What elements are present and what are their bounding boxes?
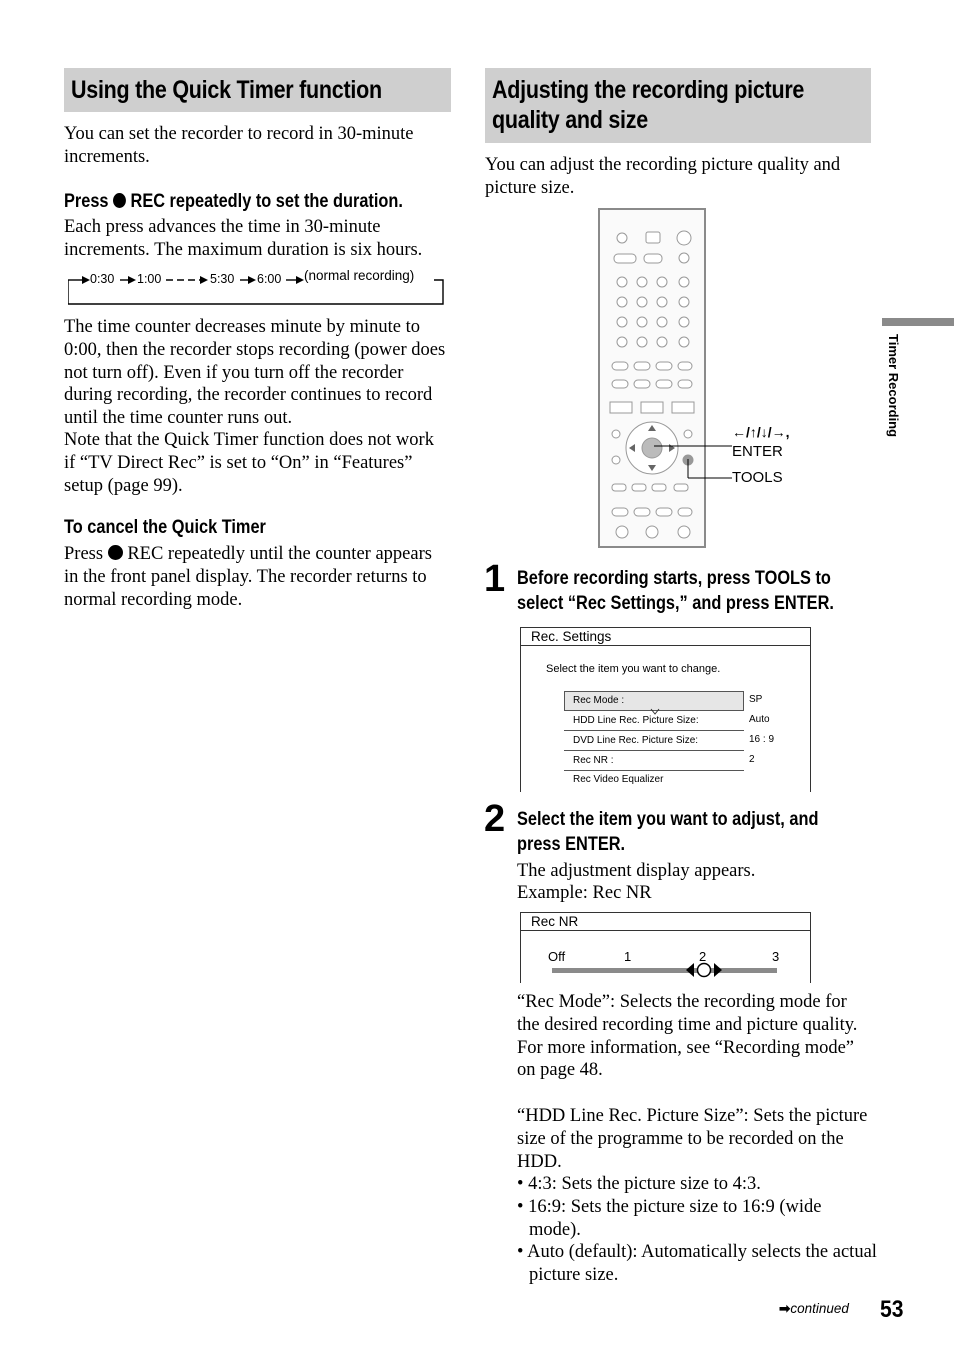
- rec-nr-label: Rec NR :: [573, 755, 614, 766]
- hdd-picture-size-label: HDD Line Rec. Picture Size:: [573, 715, 699, 726]
- remote-callout-lines: [646, 428, 766, 508]
- continued-marker: [779, 1301, 849, 1317]
- rec-nr-value: 2: [749, 754, 755, 765]
- step-2-body1: The adjustment display appears.: [517, 861, 756, 881]
- side-tab-bar: [882, 318, 954, 326]
- section-heading-recording-quality: [485, 68, 871, 143]
- record-dot-icon: [108, 545, 123, 560]
- normal-recording-label: (normal recording): [304, 268, 415, 283]
- arrows-label: ←/↑/↓/→,: [732, 424, 790, 440]
- rec-nr-tick-off: Off: [548, 949, 566, 964]
- rec-settings-menu: [520, 627, 811, 792]
- duration-cycle-diagram: [68, 266, 446, 308]
- rec-mode-description: “Rec Mode”: Selects the recording mode for the desired recording time and picture quality. For more information, see “Recording mode” on page 48.: [517, 992, 858, 1081]
- page-number: 53: [880, 1296, 904, 1323]
- rec-nr-tick-1: 1: [624, 949, 632, 964]
- cancel-prefix: Press: [64, 544, 104, 564]
- rec-nr-menu: [520, 912, 811, 983]
- record-dot-icon: [113, 193, 126, 208]
- hdd-picture-size-value: Auto: [749, 714, 770, 725]
- arrow-right-icon: ➡: [779, 1301, 791, 1316]
- rec-video-equalizer-label: Rec Video Equalizer: [573, 774, 664, 785]
- rec-mode-value: SP: [749, 694, 763, 705]
- rec-nr-slider-track[interactable]: [552, 968, 777, 973]
- chevron-down-icon: [650, 708, 660, 716]
- heading-recording-quality-line1: Adjusting the recording picture: [492, 76, 805, 104]
- rec-nr-slider-handle[interactable]: [685, 960, 725, 980]
- rec-nr-row[interactable]: [564, 752, 744, 771]
- heading-recording-quality-line2: quality and size: [492, 106, 648, 134]
- time-6-00: 6:00: [257, 272, 282, 286]
- cancel-quick-timer-heading: To cancel the Quick Timer: [64, 517, 266, 538]
- side-tab-label: Timer Recording: [886, 334, 901, 438]
- hdd-picture-size-description: “HDD Line Rec. Picture Size”: Sets the picture size of the programme to be recorded on the HDD.: [517, 1106, 868, 1172]
- time-5-30: 5:30: [210, 272, 235, 286]
- cancel-rest: REC repeatedly until the counter appears in the front panel display. The recorder returns to normal recording mode.: [64, 544, 432, 610]
- rec-nr-tick-2: 2: [699, 949, 707, 964]
- step-2-body2: Example: Rec NR: [517, 883, 652, 903]
- dvd-picture-size-value: 16 : 9: [749, 734, 775, 745]
- step-1-number: 1: [484, 558, 506, 600]
- section-heading-quick-timer: [64, 68, 451, 112]
- dvd-picture-size-row[interactable]: [564, 732, 744, 751]
- quick-timer-intro: You can set the recorder to record in 30-minute increments.: [64, 124, 414, 167]
- rec-nr-tick-3: 3: [772, 949, 780, 964]
- heading-quick-timer: Using the Quick Timer function: [71, 76, 382, 104]
- rec-mode-label: Rec Mode :: [573, 695, 625, 706]
- time-0-30: 0:30: [90, 272, 115, 286]
- step-1-line1: Before recording starts, press TOOLS to: [517, 568, 831, 589]
- press-rec-body: Each press advances the time in 30-minute increments. The maximum duration is six hours.: [64, 217, 423, 260]
- tv-direct-rec-note: Note that the Quick Timer function does not work if “TV Direct Rec” is set to “On” in “Features” setup (page 99).: [64, 430, 434, 496]
- tools-label: TOOLS: [732, 469, 783, 486]
- recording-quality-intro: You can adjust the recording picture quality and picture size.: [485, 155, 841, 198]
- press-rest: REC repeatedly to set the duration.: [130, 191, 403, 212]
- bullet-16-9: • 16:9: Sets the picture size to 16:9 (wide mode).: [517, 1197, 822, 1240]
- press-prefix: Press: [64, 191, 109, 212]
- dvd-picture-size-label: DVD Line Rec. Picture Size:: [573, 735, 699, 746]
- rec-settings-prompt: Select the item you want to change.: [546, 663, 721, 675]
- continued-label: continued: [790, 1301, 849, 1316]
- time-counter-text: The time counter decreases minute by minute to 0:00, then the recorder stops recording (power does not turn off). Even if you turn off the recorder during recording, the recorder continues to record until the time counter runs out.: [64, 317, 446, 429]
- time-1-00: 1:00: [137, 272, 162, 286]
- step-2-number: 2: [484, 798, 506, 840]
- press-rec-instruction: [64, 190, 458, 214]
- bullet-4-3: • 4:3: Sets the picture size to 4:3.: [517, 1174, 761, 1194]
- rec-nr-title: Rec NR: [521, 913, 810, 931]
- enter-label: ENTER: [732, 443, 783, 460]
- step-2-line1: Select the item you want to adjust, and: [517, 809, 819, 830]
- rec-settings-title: Rec. Settings: [521, 628, 810, 646]
- step-1-line2: select “Rec Settings,” and press ENTER.: [517, 593, 834, 614]
- cancel-quick-timer-body: [64, 543, 449, 611]
- rec-video-equalizer-row[interactable]: [564, 771, 744, 789]
- bullet-auto: • Auto (default): Automatically selects the actual picture size.: [517, 1242, 877, 1285]
- step-2-line2: press ENTER.: [517, 834, 626, 855]
